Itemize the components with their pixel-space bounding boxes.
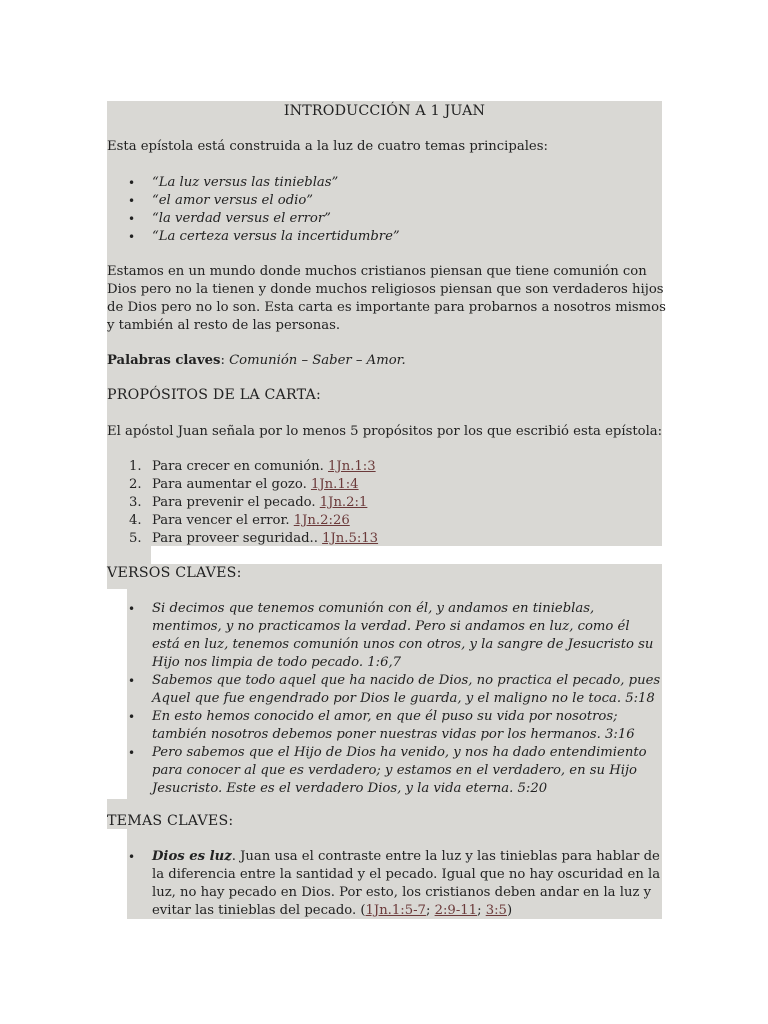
page-title: INTRODUCCIÓN A 1 JUAN <box>283 103 486 119</box>
intro-paragraph: Estamos en un mundo donde muchos cristianos piensan que tiene comunión con Dios pero no la tienen y donde muchos religiosos piensan que son verdaderos hijos de Dios pero no lo son. Esta carta es importante para probarnos a nosotros mismos y también al resto de las personas. <box>107 264 666 333</box>
themes-list <box>107 174 400 246</box>
list-item: 5. Para proveer seguridad.. 1Jn.5:13 <box>129 531 379 546</box>
list-item: • “la verdad versus el error” <box>107 210 400 228</box>
keywords-line: Palabras claves: Comunión – Saber – Amor. <box>107 353 406 368</box>
purposes-heading: PROPÓSITOS DE LA CARTA: <box>107 387 321 403</box>
keywords-label: Palabras claves <box>107 353 221 368</box>
scripture-link[interactable]: 1Jn.2:1 <box>319 495 368 510</box>
keywords-value: Comunión – Saber – Amor. <box>229 353 406 368</box>
scripture-link[interactable]: 2:9-11 <box>434 903 478 918</box>
scripture-link[interactable]: 1Jn.5:13 <box>322 531 379 546</box>
key-themes-list <box>107 848 660 920</box>
verses-heading: VERSOS CLAVES: <box>107 565 242 581</box>
list-item: • “el amor versus el odio” <box>107 192 400 210</box>
list-item: • Dios es luz. Juan usa el contraste entre la luz y las tinieblas para hablar de la diferencia entre la santidad y el pecado. Igual que no hay oscuridad en la luz, no hay pecado en Dios. Por esto, los cristianos deben andar en la luz y evitar las tinieblas del pecado. (1Jn.1:5-7; 2:9-11; 3:5) <box>107 848 660 920</box>
list-item: 1. Para crecer en comunión. 1Jn.1:3 <box>129 459 376 474</box>
list-item: • “La luz versus las tinieblas” <box>107 174 400 192</box>
highlight-band <box>107 546 151 564</box>
list-item: • En esto hemos conocido el amor, en que él puso su vida por nosotros; también nosotros debemos poner nuestras vidas por los hermanos. 3:16 <box>107 708 660 744</box>
list-item: • Si decimos que tenemos comunión con él, y andamos en tinieblas, mentimos, y no practicamos la verdad. Pero si andamos en luz, como él está en luz, tenemos comunión unos con otros, y la sangre de Jesucristo su Hijo nos limpia de todo pecado. 1:6,7 <box>107 600 660 672</box>
themes-heading: TEMAS CLAVES: <box>107 813 234 829</box>
list-item: 3. Para prevenir el pecado. 1Jn.2:1 <box>129 495 368 510</box>
list-item: • “La certeza versus la incertidumbre” <box>107 228 400 246</box>
scripture-link[interactable]: 1Jn.1:4 <box>310 477 359 492</box>
scripture-link[interactable]: 3:5 <box>485 903 507 918</box>
list-item: 2. Para aumentar el gozo. 1Jn.1:4 <box>129 477 359 492</box>
theme-title: Dios es luz <box>152 849 232 864</box>
purposes-intro: El apóstol Juan señala por lo menos 5 propósitos por los que escribió esta epístola: <box>107 424 663 439</box>
purposes-list <box>107 458 378 548</box>
intro-text: Esta epístola está construida a la luz de cuatro temas principales: <box>107 139 548 154</box>
scripture-link[interactable]: 1Jn.1:5-7 <box>365 903 426 918</box>
list-item: 4. Para vencer el error. 1Jn.2:26 <box>129 513 350 528</box>
list-item: • Sabemos que todo aquel que ha nacido de Dios, no practica el pecado, pues Aquel que fue engendrado por Dios le guarda, y el maligno no le toca. 5:18 <box>107 672 660 708</box>
list-item: • Pero sabemos que el Hijo de Dios ha venido, y nos ha dado entendimiento para conocer al que es verdadero; y estamos en el verdadero, en su Hijo Jesucristo. Este es el verdadero Dios, y la vida eterna. 5:20 <box>107 744 660 798</box>
scripture-link[interactable]: 1Jn.2:26 <box>293 513 350 528</box>
verses-list <box>107 600 660 798</box>
scripture-link[interactable]: 1Jn.1:3 <box>328 459 376 474</box>
